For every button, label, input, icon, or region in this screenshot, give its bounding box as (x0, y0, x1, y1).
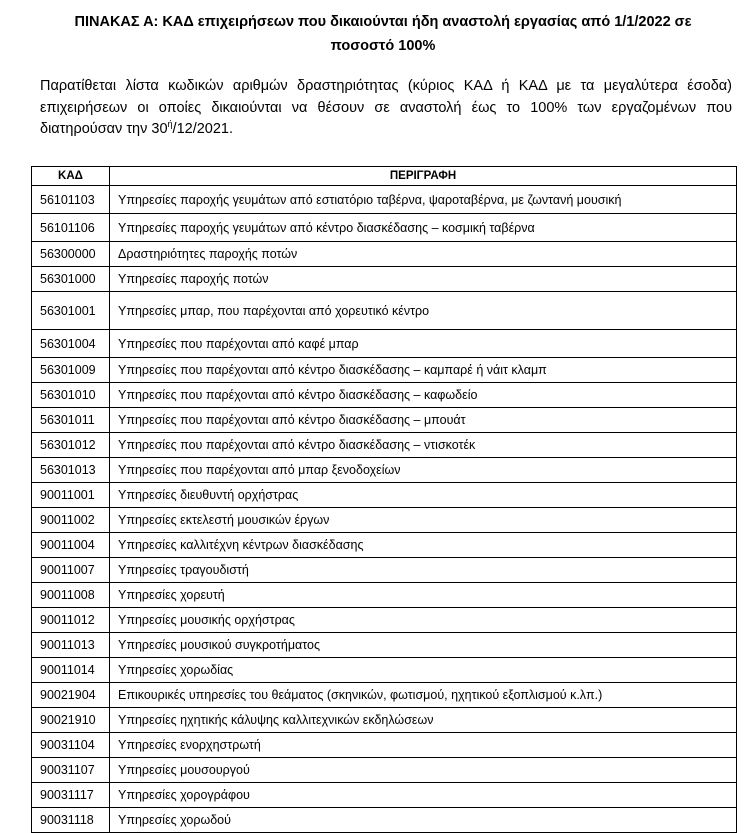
table-row (32, 267, 737, 292)
table-row (32, 733, 737, 758)
kad-code: 56101106 (32, 214, 110, 242)
kad-code: 56301010 (32, 383, 110, 408)
kad-description: Υπηρεσίες μουσικού συγκροτήματος (110, 633, 737, 658)
kad-description: Δραστηριότητες παροχής ποτών (110, 242, 737, 267)
kad-description: Υπηρεσίες που παρέχονται από κέντρο διασκέδασης – καφωδείο (110, 383, 737, 408)
kad-description: Υπηρεσίες που παρέχονται από μπαρ ξενοδοχείων (110, 458, 737, 483)
kad-code: 90031118 (32, 808, 110, 833)
kad-code: 56300000 (32, 242, 110, 267)
title-line-2: ποσοστό 100% (330, 38, 436, 54)
kad-description: Υπηρεσίες διευθυντή ορχήστρας (110, 483, 737, 508)
table-row (32, 458, 737, 483)
kad-code: 90011002 (32, 508, 110, 533)
kad-code: 90011007 (32, 558, 110, 583)
kad-description: Υπηρεσίες που παρέχονται από κέντρο διασκέδασης – ντισκοτέκ (110, 433, 737, 458)
kad-code: 90031107 (32, 758, 110, 783)
table-row (32, 683, 737, 708)
table-row (32, 708, 737, 733)
kad-code: 90011013 (32, 633, 110, 658)
kad-description: Υπηρεσίες ηχητικής κάλυψης καλλιτεχνικών εκδηλώσεων (110, 708, 737, 733)
table-row (32, 583, 737, 608)
table-row (32, 608, 737, 633)
kad-description: Υπηρεσίες εκτελεστή μουσικών έργων (110, 508, 737, 533)
kad-code: 90011012 (32, 608, 110, 633)
table-row (32, 214, 737, 242)
kad-description: Υπηρεσίες παροχής ποτών (110, 267, 737, 292)
kad-description: Υπηρεσίες που παρέχονται από κέντρο διασκέδασης – καμπαρέ ή νάιτ κλαμπ (110, 358, 737, 383)
document-title (30, 10, 736, 58)
kad-description: Υπηρεσίες μουσουργού (110, 758, 737, 783)
kad-code: 56301013 (32, 458, 110, 483)
table-row (32, 808, 737, 833)
kad-description: Υπηρεσίες χορωδίας (110, 658, 737, 683)
table-row (32, 383, 737, 408)
kad-code: 90011008 (32, 583, 110, 608)
table-row (32, 783, 737, 808)
kad-description: Υπηρεσίες χορογράφου (110, 783, 737, 808)
kad-code: 90011014 (32, 658, 110, 683)
header-description: ΠΕΡΙΓΡΑΦΗ (110, 167, 737, 186)
kad-description: Υπηρεσίες που παρέχονται από κέντρο διασκέδασης – μπουάτ (110, 408, 737, 433)
kad-description: Υπηρεσίες χορωδού (110, 808, 737, 833)
kad-code: 56301012 (32, 433, 110, 458)
table-row (32, 633, 737, 658)
table-row (32, 433, 737, 458)
kad-description: Υπηρεσίες που παρέχονται από καφέ μπαρ (110, 330, 737, 358)
table-row (32, 508, 737, 533)
kad-description: Υπηρεσίες ενορχηστρωτή (110, 733, 737, 758)
kad-code: 90011001 (32, 483, 110, 508)
kad-description: Υπηρεσίες μουσικής ορχήστρας (110, 608, 737, 633)
kad-description: Επικουρικές υπηρεσίες του θεάματος (σκηνικών, φωτισμού, ηχητικού εξοπλισμού κ.λπ.) (110, 683, 737, 708)
table-row (32, 533, 737, 558)
table-body (32, 186, 737, 833)
table-row (32, 186, 737, 214)
kad-description: Υπηρεσίες παροχής γευμάτων από κέντρο διασκέδασης – κοσμική ταβέρνα (110, 214, 737, 242)
table-row (32, 408, 737, 433)
intro-paragraph (40, 76, 732, 141)
kad-code: 56301001 (32, 292, 110, 330)
title-line-1: ΠΙΝΑΚΑΣ Α: ΚΑΔ επιχειρήσεων που δικαιούνται ήδη αναστολή εργασίας από 1/1/2022 σε (74, 14, 692, 30)
kad-code: 56301000 (32, 267, 110, 292)
header-kad: ΚΑΔ (32, 167, 110, 186)
table-row (32, 658, 737, 683)
kad-description: Υπηρεσίες χορευτή (110, 583, 737, 608)
kad-code: 90021904 (32, 683, 110, 708)
kad-code: 56101103 (32, 186, 110, 214)
kad-code: 56301004 (32, 330, 110, 358)
table-row (32, 330, 737, 358)
table-row (32, 483, 737, 508)
table-row (32, 558, 737, 583)
table-header-row (32, 167, 737, 186)
kad-table (31, 166, 737, 833)
table-row (32, 758, 737, 783)
kad-description: Υπηρεσίες παροχής γευμάτων από εστιατόριο ταβέρνα, ψαροταβέρνα, με ζωντανή μουσική (110, 186, 737, 214)
table-row (32, 358, 737, 383)
kad-description: Υπηρεσίες μπαρ, που παρέχονται από χορευτικό κέντρο (110, 292, 737, 330)
intro-text-end: /12/2021. (172, 121, 234, 137)
kad-code: 90031117 (32, 783, 110, 808)
table-row (32, 292, 737, 330)
kad-code: 90031104 (32, 733, 110, 758)
kad-code: 90011004 (32, 533, 110, 558)
intro-text: Παρατίθεται λίστα κωδικών αριθμών δραστηριότητας (κύριος ΚΑΔ ή ΚΑΔ με τα μεγαλύτερα έσοδα) επιχειρήσεων οι οποίες δικαιούνται να θέσουν σε αναστολή έως το 100% των εργαζομένων που διατηρούσαν την 30 (40, 78, 732, 137)
kad-code: 90021910 (32, 708, 110, 733)
kad-code: 56301009 (32, 358, 110, 383)
intro-superscript: ή (167, 119, 173, 129)
kad-code: 56301011 (32, 408, 110, 433)
kad-description: Υπηρεσίες τραγουδιστή (110, 558, 737, 583)
kad-description: Υπηρεσίες καλλιτέχνη κέντρων διασκέδασης (110, 533, 737, 558)
table-row (32, 242, 737, 267)
